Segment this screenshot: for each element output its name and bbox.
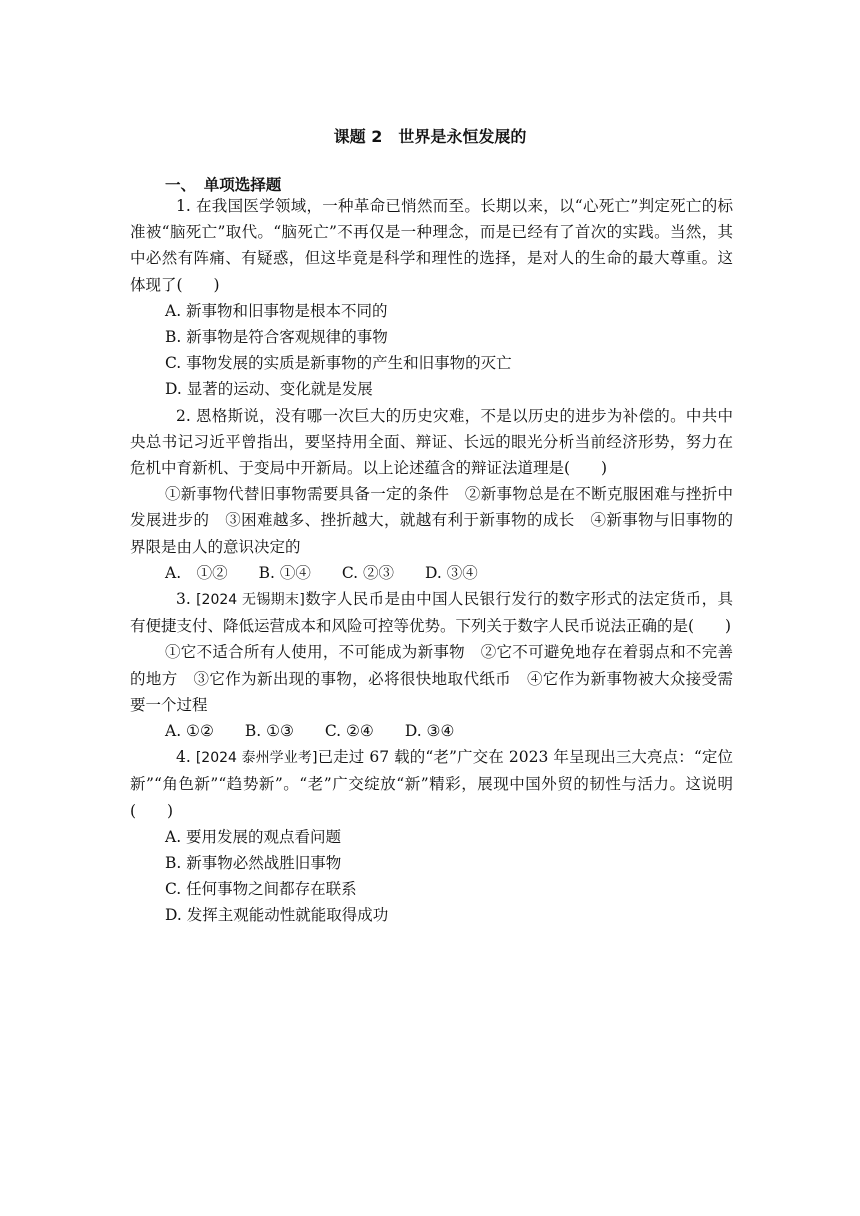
question-3-statements: ①它不适合所有人使用，不可能成为新事物 ②它不可避免地存在着弱点和不完善的地方 ③它作为新出现的事物，必将很快地取代纸币 ④它作为新事物被大众接受需要一个过程 (130, 643, 733, 714)
question-4-option-b: B. 新事物必然战胜旧事物 (165, 854, 342, 873)
question-4-text: 已走过 67 载的“老”广交在 2023 年呈现出三大亮点：“定位新”“角色新”“趋势新”。“老”广交绽放“新”精彩，展现中国外贸的韧性与活力。这说明( ) (130, 748, 733, 820)
question-4-option-a: A. 要用发展的观点看问题 (165, 827, 342, 846)
question-1-option-a: A. 新事物和旧事物是根本不同的 (165, 301, 388, 320)
question-list (130, 193, 733, 929)
question-4-option-d: D. 发挥主观能动性就能取得成功 (165, 906, 389, 925)
question-1-option-d: D. 显著的运动、变化就是发展 (165, 380, 373, 399)
section-heading: 一、 单项选择题 (165, 176, 282, 194)
question-4-option-c: C. 任何事物之间都存在联系 (165, 880, 357, 899)
question-2-statements: ①新事物代替旧事物需要具备一定的条件 ②新事物总是在不断克服困难与挫折中发展进步的 ③困难越多、挫折越大，就越有利于新事物的成长 ④新事物与旧事物的界限是由人的意识决定的 (130, 485, 733, 556)
question-4-source: [2024 泰州学业考] (195, 750, 318, 767)
question-1-stem: 1. 在我国医学领域，一种革命已悄然而至。长期以来，以“心死亡”判定死亡的标准被“脑死亡”取代。“脑死亡”不再仅是一种理念，而是已经有了首次的实践。当然，其中必然有阵痛、有疑惑，但这毕竟是科学和理性的选择，是对人的生命的最大尊重。这体现了( ) (130, 197, 733, 294)
question-3-choices: A. ①② B. ①③ C. ②④ D. ③④ (165, 722, 455, 741)
question-4-stem (130, 744, 733, 824)
question-1-option-c: C. 事物发展的实质是新事物的产生和旧事物的灭亡 (165, 354, 512, 373)
question-3-number: 3. (176, 590, 197, 609)
question-2-choices: A. ①② B. ①④ C. ②③ D. ③④ (165, 563, 478, 582)
question-3-text: 数字人民币是由中国人民银行发行的数字形式的法定货币，具有便捷支付、降低运营成本和风险可控等优势。下列关于数字人民币说法正确的是( ) (130, 590, 733, 636)
question-2-stem: 2. 恩格斯说，没有哪一次巨大的历史灾难，不是以历史的进步为补偿的。中共中央总书记习近平曾指出，要坚持用全面、辩证、长远的眼光分析当前经济形势，努力在危机中育新机、于变局中开新局。以上论述蕴含的辩证法道理是( ) (130, 406, 733, 478)
question-4-number: 4. (176, 748, 196, 767)
question-1-option-b: B. 新事物是符合客观规律的事物 (165, 328, 388, 347)
question-3-stem (130, 586, 733, 639)
page-title: 课题 2 世界是永恒发展的 (333, 127, 527, 146)
question-3-source: [2024 无锡期末] (196, 592, 305, 609)
